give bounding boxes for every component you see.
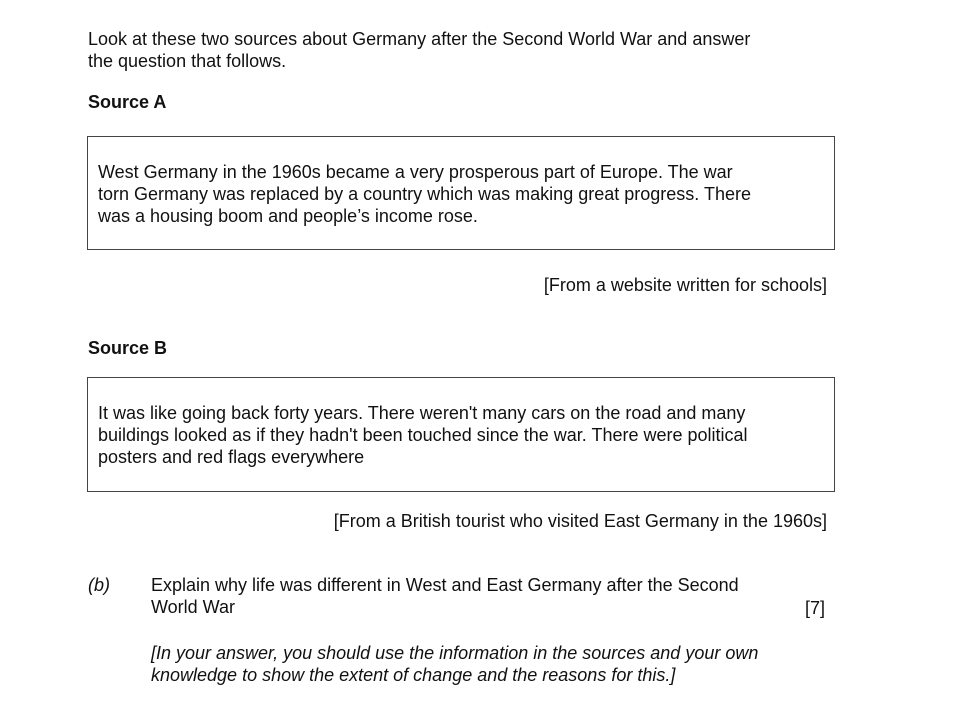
question-note [151,642,831,686]
source-a-attribution: [From a website written for schools] [543,275,827,295]
source-a-line: West Germany in the 1960s became a very prosperous part of Europe. The war [98,162,733,182]
intro-text [88,28,828,72]
question-marks: [7] [804,598,825,618]
question-note-line: [In your answer, you should use the information in the sources and your own [151,643,759,663]
intro-line: the question that follows. [88,51,287,71]
source-b-line: buildings looked as if they hadn't been touched since the war. There were political [98,425,748,445]
intro-line: Look at these two sources about Germany after the Second World War and answer [88,29,751,49]
question-line: World War [151,597,236,617]
question-note-line: knowledge to show the extent of change and the reasons for this.] [151,665,676,685]
source-a-box [87,136,835,250]
question-text [151,574,831,618]
source-b-line: It was like going back forty years. There weren't many cars on the road and many [98,403,746,423]
source-b-line: posters and red flags everywhere [98,447,365,467]
source-b-heading: Source B [88,338,168,358]
source-a-heading: Source A [88,92,167,112]
question-line: Explain why life was different in West and East Germany after the Second [151,575,739,595]
source-b-attribution: [From a British tourist who visited East Germany in the 1960s] [333,511,827,531]
source-a-line: torn Germany was replaced by a country which was making great progress. There [98,184,751,204]
source-a-line: was a housing boom and people’s income rose. [98,206,478,226]
source-b-box [87,377,835,492]
question-label: (b) [88,575,110,595]
